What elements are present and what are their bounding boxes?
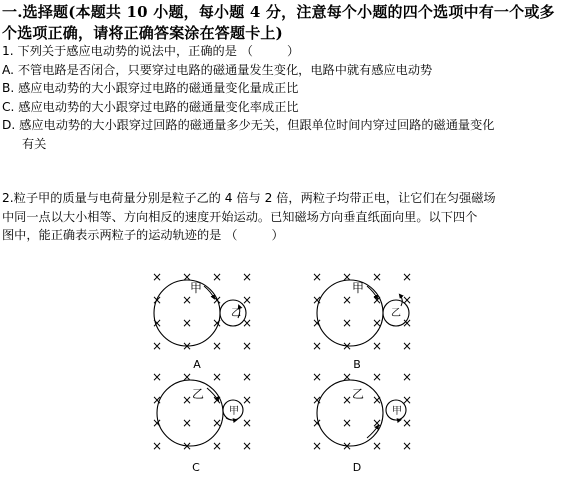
big-circle-label: 甲 — [351, 281, 365, 295]
svg-text:×: × — [311, 439, 323, 453]
svg-text:×: × — [151, 316, 163, 330]
svg-text:×: × — [401, 439, 413, 453]
svg-text:×: × — [341, 270, 353, 284]
figure-label: A — [193, 358, 201, 371]
svg-text:×: × — [211, 293, 223, 307]
svg-text:×: × — [241, 416, 253, 430]
svg-text:×: × — [181, 270, 193, 284]
question-2-line1: 2.粒子甲的质量与电荷量分别是粒子乙的 4 倍与 2 倍，两粒子均带正电，让它们在匀强磁场 — [2, 191, 496, 205]
svg-text:×: × — [241, 316, 253, 330]
svg-text:×: × — [181, 416, 193, 430]
svg-text:×: × — [401, 316, 413, 330]
svg-text:×: × — [181, 393, 193, 407]
svg-text:×: × — [371, 270, 383, 284]
svg-text:×: × — [241, 370, 253, 384]
large-trajectory — [317, 380, 383, 446]
svg-text:×: × — [341, 316, 353, 330]
svg-text:×: × — [211, 439, 223, 453]
big-circle-label: 乙 — [191, 387, 205, 401]
svg-text:×: × — [341, 439, 353, 453]
svg-text:×: × — [241, 339, 253, 353]
section-heading-line2: 个选项正确，请将正确答案涂在答题卡上) — [2, 24, 283, 42]
figure-c — [152, 370, 252, 474]
svg-text:×: × — [371, 316, 383, 330]
svg-text:×: × — [311, 416, 323, 430]
large-trajectory — [317, 280, 383, 346]
svg-text:×: × — [311, 339, 323, 353]
figure-label: D — [352, 461, 362, 474]
small-circle-label: 乙 — [231, 308, 241, 319]
svg-text:×: × — [211, 339, 223, 353]
svg-text:×: × — [181, 339, 193, 353]
svg-text:×: × — [311, 316, 323, 330]
direction-arrow — [226, 418, 236, 420]
svg-text:×: × — [371, 439, 383, 453]
figure-b — [312, 270, 412, 371]
svg-text:×: × — [371, 370, 383, 384]
svg-text:×: × — [311, 393, 323, 407]
svg-text:×: × — [341, 416, 353, 430]
svg-text:×: × — [151, 439, 163, 453]
figure-label: B — [353, 358, 361, 371]
svg-text:×: × — [401, 370, 413, 384]
option-d: D. 感应电动势的大小跟穿过回路的磁通量多少无关，但跟单位时间内穿过回路的磁通量变化 — [2, 118, 495, 132]
figure-label: C — [192, 461, 200, 474]
question-1-stem-text: 1. 下列关于感应电动势的说法中，正确的是 （ — [2, 44, 253, 58]
svg-text:×: × — [341, 370, 353, 384]
svg-text:×: × — [241, 393, 253, 407]
svg-text:×: × — [151, 416, 163, 430]
svg-text:×: × — [211, 393, 223, 407]
svg-text:×: × — [341, 293, 353, 307]
svg-text:×: × — [151, 393, 163, 407]
svg-text:×: × — [311, 270, 323, 284]
svg-text:×: × — [311, 293, 323, 307]
svg-text:×: × — [181, 370, 193, 384]
svg-text:×: × — [181, 316, 193, 330]
svg-text:×: × — [151, 339, 163, 353]
svg-text:×: × — [371, 293, 383, 307]
figure-a — [152, 270, 252, 371]
section-heading-line1: 一.选择题(本题共 10 小题，每小题 4 分，注意每个小题的四个选项中有一个或多 — [2, 3, 555, 21]
option-a: A. 不管电路是否闭合，只要穿过电路的磁通量发生变化，电路中就有感应电动势 — [2, 62, 433, 77]
svg-text:×: × — [151, 370, 163, 384]
question-2-line3-text: 图中，能正确表示两粒子的运动轨迹的是 （ — [2, 228, 238, 242]
svg-text:×: × — [211, 370, 223, 384]
svg-text:×: × — [241, 270, 253, 284]
svg-text:×: × — [151, 270, 163, 284]
svg-text:×: × — [341, 339, 353, 353]
svg-text:×: × — [211, 416, 223, 430]
question-2-line2: 中同一点以大小相等、方向相反的速度开始运动。已知磁场方向垂直纸面向里。以下四个 — [2, 209, 478, 224]
svg-text:×: × — [181, 293, 193, 307]
svg-text:×: × — [371, 416, 383, 430]
svg-text:×: × — [371, 393, 383, 407]
svg-text:×: × — [211, 270, 223, 284]
large-trajectory — [157, 380, 223, 446]
question-2-line3-close: ） — [271, 228, 284, 242]
figure-d — [312, 370, 412, 474]
svg-text:×: × — [241, 293, 253, 307]
svg-text:×: × — [211, 316, 223, 330]
svg-text:×: × — [401, 293, 413, 307]
big-circle-label: 甲 — [189, 281, 203, 295]
svg-text:×: × — [311, 370, 323, 384]
option-d-continuation: 有关 — [22, 136, 47, 151]
option-b: B. 感应电动势的大小跟穿过电路的磁通量变化量成正比 — [2, 81, 299, 95]
svg-text:×: × — [151, 293, 163, 307]
svg-text:×: × — [241, 439, 253, 453]
svg-text:×: × — [181, 439, 193, 453]
svg-text:×: × — [401, 393, 413, 407]
svg-text:×: × — [401, 416, 413, 430]
svg-text:×: × — [371, 339, 383, 353]
option-c: C. 感应电动势的大小跟穿过电路的磁通量变化率成正比 — [2, 99, 299, 114]
question-1-stem-close: ） — [286, 44, 300, 58]
svg-text:×: × — [341, 393, 353, 407]
svg-text:×: × — [401, 339, 413, 353]
svg-text:×: × — [401, 270, 413, 284]
large-trajectory — [151, 280, 223, 346]
small-circle-label: 甲 — [392, 406, 402, 417]
big-circle-label: 乙 — [351, 387, 365, 401]
small-circle-label: 甲 — [229, 406, 239, 417]
small-circle-label: 乙 — [391, 308, 401, 319]
